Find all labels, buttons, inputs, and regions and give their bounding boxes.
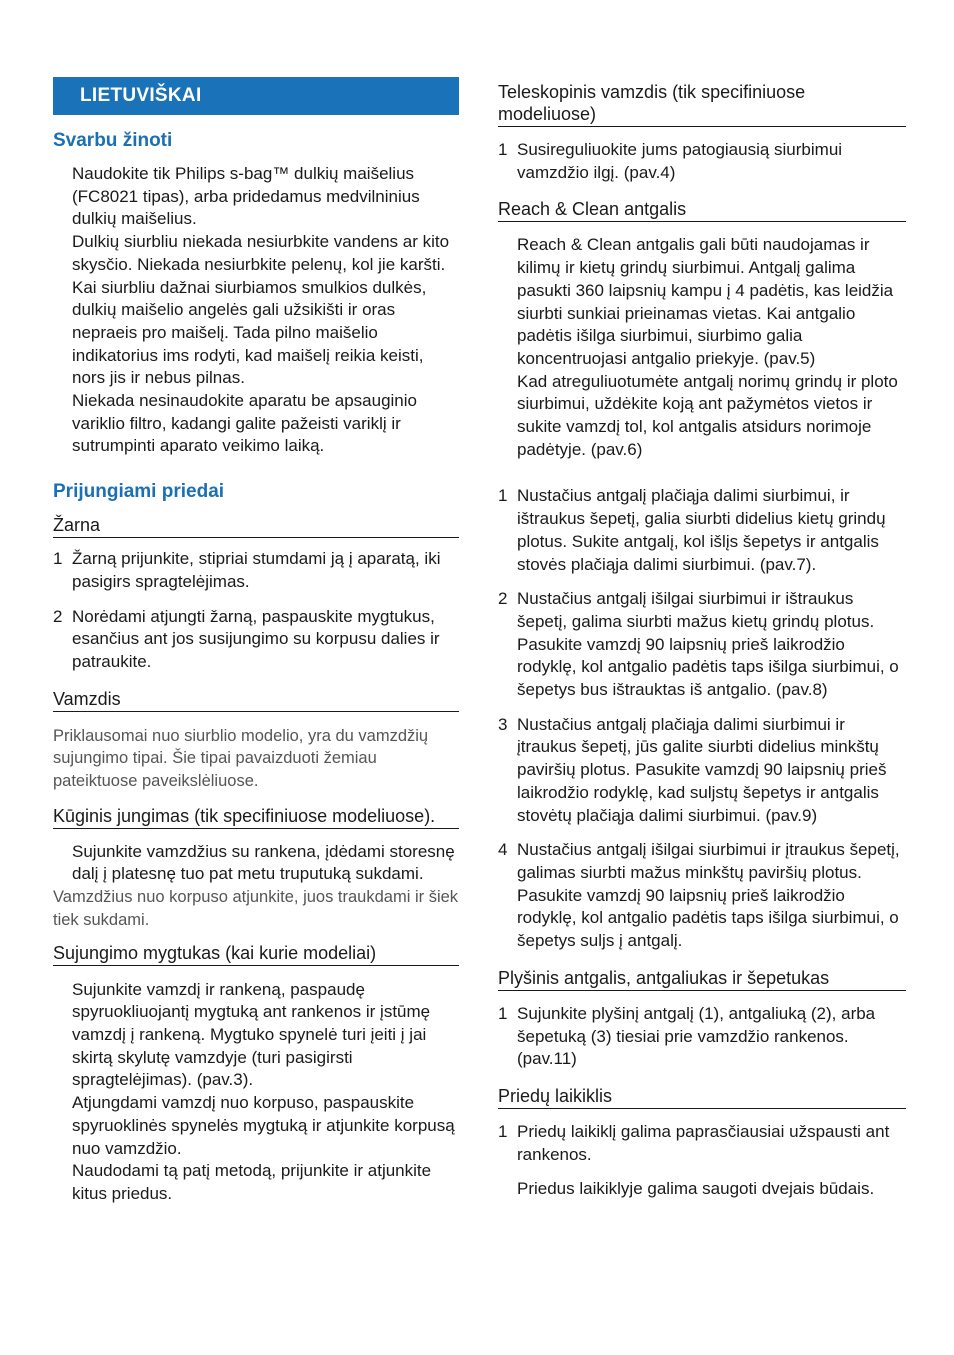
holder-subheading: Priedų laikiklis [498, 1085, 906, 1109]
reach-clean-body [498, 234, 906, 461]
right-column [498, 77, 906, 1201]
tube-subheading: Vamzdis [53, 688, 459, 712]
reach-clean-paragraph: Reach & Clean antgalis gali būti naudojamas ir kilimų ir kietų grindų siurbimui. Antgalį galima pasukti 360 laipsnių kampu į 4 padėtis, kas leidžia siurbti sunkiai prieinamas vietas. Kai antgalio padėtis išilga siurbimui, siurbimo galia koncentruojasi antgalio priekyje. (pav.5) [517, 235, 894, 368]
important-paragraph: Kai siurbliu dažnai siurbiamos smulkios dulkės, dulkių maišelio angelės gali užsikišti ir oras nepraeis pro maišelį. Tada pilno maišelio indikatorius ims rodyti, kad maišelį reikia keisti, nors jis ir nebus pilnas. [72, 277, 427, 388]
crevice-subheading: Plyšinis antgalis, antgaliukas ir šepetukas [498, 967, 906, 991]
step-text: Nustačius antgalį plačiąja dalimi siurbimui ir įtraukus šepetį, jūs galite siurbti didelius minkštų paviršių plotus. Pasukite vamzdį 90 laipsnių prieš laikrodžio rodyklę, kad suljstų šepetys ir antgalis stovėtų plačiąja dalimi siurbimui. (pav.9) [517, 714, 887, 825]
important-body [53, 163, 459, 458]
reach-clean-step [498, 588, 906, 702]
telescopic-subheading: Teleskopinis vamzdis (tik specifiniuose modeliuose) [498, 81, 906, 127]
step-number: 1 [498, 140, 508, 159]
left-column [53, 77, 459, 1206]
important-paragraph: Niekada nesinaudokite aparatu be apsauginio variklio filtro, kadangi galite pažeisti variklį ir sutrumpinti aparato veikimo laiką. [72, 391, 417, 456]
crevice-steps [498, 1003, 906, 1071]
conical-note: Vamzdžius nuo korpuso atjunkite, juos traukdami ir šiek tiek sukdami. [53, 888, 459, 929]
hose-subheading: Žarna [53, 514, 459, 538]
step-number: 4 [498, 840, 508, 860]
language-header-bar [53, 77, 459, 115]
button-body [53, 979, 459, 1206]
tube-note: Priklausomai nuo siurblio modelio, yra du vamzdžių sujungimo tipai. Šie tipai pavaizduoti žemiau pateiktuose paveikslėliuose. [53, 726, 429, 791]
crevice-step [498, 1003, 906, 1071]
reach-clean-step [498, 839, 906, 953]
hose-step [53, 606, 459, 674]
hose-steps [53, 548, 459, 674]
holder-note: Priedus laikiklyje galima saugoti dvejais būdais. [517, 1179, 875, 1199]
step-number: 2 [53, 606, 63, 626]
step-number: 2 [498, 589, 508, 609]
step-number: 3 [498, 714, 508, 734]
reach-clean-step [498, 485, 906, 576]
holder-steps [498, 1121, 906, 1166]
important-paragraph: Naudokite tik Philips s-bag™ dulkių maišelius (FC8021 tipas), arba pridedamus medvilninius dulkių maišelius. [72, 164, 420, 229]
step-text: Nustačius antgalį plačiąja dalimi siurbimui, ir ištraukus šepetį, galia siurbti didelius kietų grindų plotus. Sukite antgalį, kol išlįs šepetys ir antgalis stovės plačiąja dalimi siurbimui. (pav.7). [517, 486, 886, 574]
reach-clean-paragraph: Kad atreguliuotumėte antgalį norimų grindų ir ploto siurbimui, uždėkite koją ant pažymėtos vietos ir sukite vamzdį tol, kol antgalis atsidurs norimoje padėtyje. (pav.6) [517, 371, 898, 459]
step-number: 1 [498, 486, 508, 506]
language-label: LIETUVIŠKAI [80, 85, 202, 106]
conical-subheading: Kūginis jungimas (tik specifiniuose modeliuose). [53, 805, 459, 829]
step-number: 1 [498, 1003, 508, 1023]
step-text: Sujunkite plyšinį antgalį (1), antgaliuką (2), arba šepetuką (3) tiesiai prie vamzdžio rankenos. (pav.11) [517, 1003, 876, 1069]
step-number: 1 [498, 1121, 508, 1141]
button-paragraph: Sujunkite vamzdį ir rankeną, paspaudę spyruokliuojantį mygtuką ant rankenos ir įstūmę vamzdį į rankeną. Mygtuko spynelė turi įeiti į jai skirtą skylutę vamzdyje (turi pasigirsti spragtelėjimas). (pav.3). [72, 979, 431, 1090]
button-paragraph: Atjungdami vamzdį nuo korpuso, paspauskite spyruoklinės spynelės mygtuką ir atjunkite korpusą nuo vamzdžio. [72, 1093, 455, 1158]
step-text: Priedų laikiklį galima paprasčiausiai užspausti ant rankenos. [517, 1121, 890, 1164]
telescopic-steps [498, 139, 906, 184]
button-subheading: Sujungimo mygtukas (kai kurie modeliai) [53, 942, 459, 966]
important-paragraph: Dulkių siurbliu niekada nesiurbkite vandens ar kito skysčio. Niekada nesiurbkite pelenų, kol jie karšti. [72, 232, 450, 274]
reach-clean-step [498, 714, 906, 828]
button-paragraph: Naudodami tą patį metodą, prijunkite ir atjunkite kitus priedus. [72, 1161, 432, 1203]
accessories-heading: Prijungiami priedai [53, 481, 225, 503]
hose-step [53, 548, 459, 593]
reach-clean-steps [498, 485, 906, 952]
step-text: Norėdami atjungti žarną, paspauskite mygtukus, esančius ant jos susijungimo su korpusu dalies ir patraukite. [72, 606, 440, 671]
step-text: Nustačius antgalį išilgai siurbimui ir ištraukus šepetį, galima siurbti mažus kietų grindų plotus. Pasukite vamzdį 90 laipsnių prieš laikrodžio rodyklę, kol antgalio padėtis taps išilga siurbimui, o šepetys bus ištrauktas iš antgalio. (pav.8) [517, 589, 899, 700]
step-text: Nustačius antgalį išilgai siurbimui ir įtraukus šepetį, galimas siurbti mažus minkštų paviršių plotus. Pasukite vamzdį 90 laipsnių prieš laikrodžio rodyklę, kol antgalio padėtis taps išilga siurbimui, o šepetys suljs į antgalį. [517, 840, 900, 951]
conical-text: Sujunkite vamzdžius su rankena, įdėdami storesnę dalį į platesnę tuo pat metu truputuką sukdami. [72, 841, 455, 884]
step-text: Susireguliuokite jums patogiausią siurbimui vamzdžio ilgį. (pav.4) [517, 140, 843, 182]
step-number: 1 [53, 549, 63, 569]
reach-clean-subheading: Reach & Clean antgalis [498, 198, 906, 222]
holder-step [498, 1121, 906, 1166]
telescopic-step [498, 139, 906, 184]
step-text: Žarną prijunkite, stipriai stumdami ją į aparatą, iki pasigirs spragtelėjimas. [72, 549, 441, 591]
important-heading: Svarbu žinoti [53, 130, 173, 151]
